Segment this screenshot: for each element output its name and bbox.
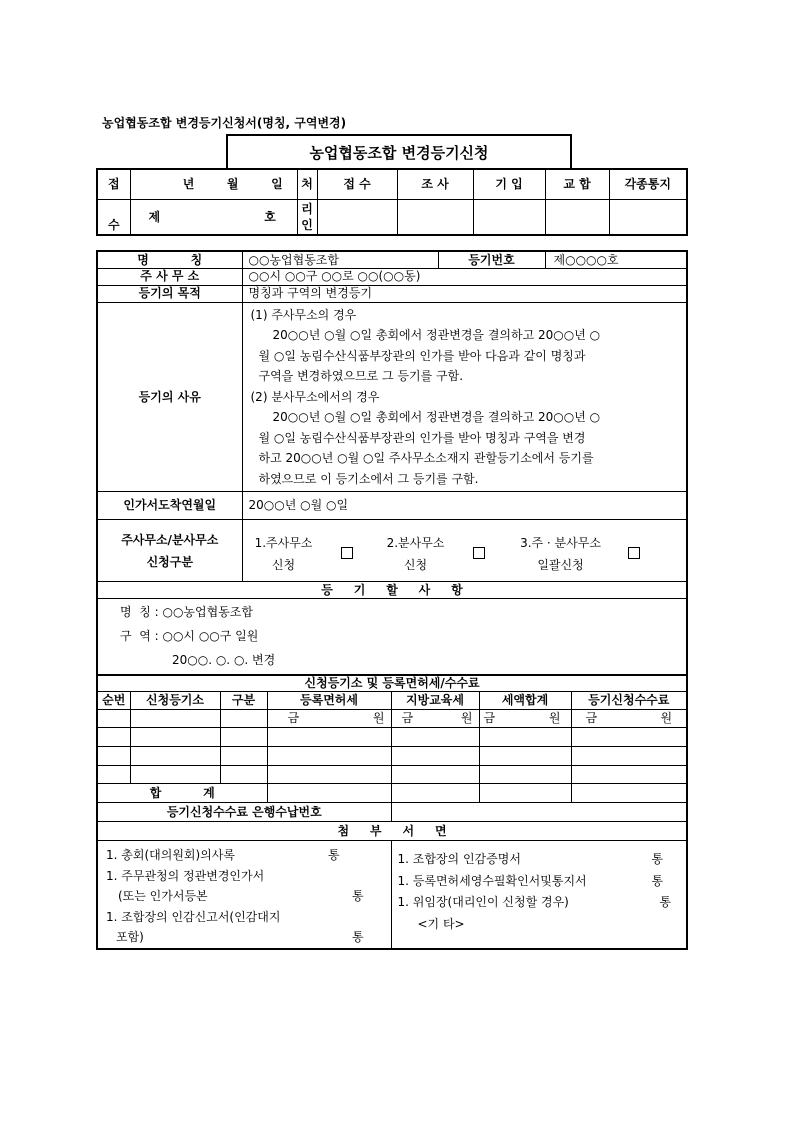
fees-cell[interactable] xyxy=(97,710,130,728)
fees-cell[interactable] xyxy=(571,766,687,784)
apply-option-1 xyxy=(249,532,319,576)
col-giip: 기 입 xyxy=(473,169,545,199)
attach-right-item: 1. 등록면허세영수필확인서및통지서 xyxy=(397,873,587,888)
attach-left-item: 포함) xyxy=(116,930,144,944)
fees-cell-tax-total[interactable] xyxy=(479,710,571,728)
attach-right-item: <기 타> xyxy=(417,916,465,931)
col-josa: 조 사 xyxy=(397,169,473,199)
fees-col-fee: 등기신청수수료 xyxy=(571,692,687,710)
date-day-label: 일 xyxy=(271,177,283,192)
items-body[interactable] xyxy=(97,599,687,675)
attach-left-item: 1. 조합장의 인감신고서(인감대지 xyxy=(106,909,281,924)
fees-cell[interactable] xyxy=(479,766,571,784)
reason-line: (1) 주사무소의 경우 xyxy=(250,307,357,322)
fees-cell[interactable] xyxy=(571,747,687,766)
attach-right-item: 1. 위임장(대리인이 신청할 경우) xyxy=(397,895,569,909)
receipt-label-ri: 리 xyxy=(301,201,313,216)
arrival-value[interactable]: 20○○년 ○월 ○일 xyxy=(242,492,687,520)
unit-geum: 금 xyxy=(585,711,598,726)
unit-geum: 금 xyxy=(287,711,300,726)
regno-label: 등기번호 xyxy=(438,251,545,268)
apply-option-2-checkbox[interactable] xyxy=(473,547,485,559)
apply-option-3-checkbox[interactable] xyxy=(628,547,640,559)
apply-option-1-checkbox[interactable] xyxy=(341,547,353,559)
cell-gyohap[interactable] xyxy=(545,199,609,235)
apply-option-2 xyxy=(381,532,451,576)
fees-cell[interactable] xyxy=(220,710,267,728)
apply-option-3-line2: 일괄신청 xyxy=(537,558,584,572)
attach-unit: 통 xyxy=(659,895,672,909)
receipt-label-in: 인 xyxy=(301,217,313,232)
unit-geum: 금 xyxy=(483,711,496,726)
reason-line: 하고 20○○년 ○월 ○일 주사무소소재지 관할등기소에서 등기를 xyxy=(258,451,594,465)
table-row xyxy=(97,710,687,728)
fees-cell[interactable] xyxy=(97,747,130,766)
receipt-table xyxy=(96,168,688,236)
fees-col-edu-tax: 지방교육세 xyxy=(391,692,479,710)
no-suffix: 호 xyxy=(264,209,276,224)
fees-cell[interactable] xyxy=(267,728,391,747)
cell-jeopsu[interactable] xyxy=(317,199,397,235)
fees-cell-license-tax[interactable] xyxy=(267,710,391,728)
attach-left-item: 1. 총회(대의원회)의사록 xyxy=(106,848,235,862)
attach-header: 첨 부 서 면 xyxy=(97,822,687,841)
bank-label: 등기신청수수료 은행수납번호 xyxy=(97,803,391,822)
fees-cell-edu-tax[interactable] xyxy=(391,710,479,728)
arrival-label: 인가서도착연월일 xyxy=(97,492,242,520)
fees-cell[interactable] xyxy=(130,710,220,728)
table-row xyxy=(97,728,687,747)
fees-cell[interactable] xyxy=(391,766,479,784)
unit-won: 원 xyxy=(548,711,561,726)
cell-notice[interactable] xyxy=(609,199,687,235)
receipt-label-riin xyxy=(297,199,317,235)
bank-value[interactable] xyxy=(391,803,687,822)
regno-value[interactable]: 제○○○○호 xyxy=(545,251,687,268)
unit-won: 원 xyxy=(660,711,673,726)
name-value[interactable]: ○○농업협동조합 xyxy=(242,251,438,268)
receipt-number xyxy=(130,199,297,235)
fees-total-edu-tax[interactable] xyxy=(391,784,479,803)
unit-geum: 금 xyxy=(401,711,414,726)
attach-left[interactable] xyxy=(97,841,391,949)
apply-label xyxy=(97,520,242,582)
fees-cell[interactable] xyxy=(571,728,687,747)
receipt-label-su: 수 xyxy=(97,199,130,235)
attach-unit: 통 xyxy=(328,848,340,862)
date-year-label: 년 xyxy=(182,177,195,192)
reason-line: 월 ○일 농림수산식품부장관의 인가를 받아 명칭과 구역을 변경 xyxy=(258,430,586,445)
fees-cell[interactable] xyxy=(220,766,267,784)
fees-cell[interactable] xyxy=(391,728,479,747)
reason-value[interactable] xyxy=(242,302,687,492)
unit-won: 원 xyxy=(460,711,473,726)
info-table xyxy=(96,250,688,676)
cell-josa[interactable] xyxy=(397,199,473,235)
fees-cell[interactable] xyxy=(130,766,220,784)
fees-cell[interactable] xyxy=(97,728,130,747)
items-header: 등 기 할 사 항 xyxy=(97,582,687,599)
name-label: 명 칭 xyxy=(97,251,242,268)
cell-giip[interactable] xyxy=(473,199,545,235)
receipt-label-cheo: 처 xyxy=(297,169,317,199)
reason-line: 20○○년 ○월 ○일 총회에서 정관변경을 결의하고 20○○년 ○ xyxy=(272,410,601,424)
reason-line: 하였으므로 이 등기소에서 그 등기를 구함. xyxy=(258,471,479,486)
fees-total-label: 합 계 xyxy=(97,784,267,803)
receipt-label-jeop: 접 xyxy=(97,169,130,199)
fees-cell[interactable] xyxy=(220,747,267,766)
reason-line: 구역을 변경하였으므로 그 등기를 구함. xyxy=(258,369,464,383)
apply-option-2-line1: 2.분사무소 xyxy=(386,536,445,550)
col-notice: 각종통지 xyxy=(609,169,687,199)
reason-line: 20○○년 ○월 ○일 총회에서 정관변경을 결의하고 20○○년 ○ xyxy=(272,328,601,342)
fees-header: 신청등기소 및 등록면허세/수수료 xyxy=(97,675,687,692)
apply-options xyxy=(242,520,687,582)
purpose-value[interactable]: 명칭과 구역의 변경등기 xyxy=(242,285,687,302)
col-gyohap: 교 합 xyxy=(545,169,609,199)
purpose-label: 등기의 목적 xyxy=(97,285,242,302)
items-date-line: 20○○. ○. ○. 변경 xyxy=(172,653,276,668)
table-row xyxy=(97,747,687,766)
office-label: 주 사 무 소 xyxy=(97,268,242,285)
apply-option-3-line1: 3.주 · 분사무소 xyxy=(520,536,601,550)
office-value[interactable]: ○○시 ○○구 ○○로 ○○(○○동) xyxy=(242,268,687,285)
fees-cell[interactable] xyxy=(479,747,571,766)
fees-cell[interactable] xyxy=(130,747,220,766)
receipt-date xyxy=(130,169,297,199)
col-jeopsu: 접 수 xyxy=(317,169,397,199)
apply-option-1-line1: 1.주사무소 xyxy=(254,536,313,550)
fees-cell[interactable] xyxy=(220,728,267,747)
apply-option-1-line2: 신청 xyxy=(271,558,296,572)
form-title: 농업협동조합 변경등기신청 xyxy=(226,134,572,168)
fees-cell[interactable] xyxy=(267,766,391,784)
reason-label: 등기의 사유 xyxy=(97,302,242,492)
fees-total-fee[interactable] xyxy=(571,784,687,803)
fees-cell-fee[interactable] xyxy=(571,710,687,728)
fees-col-license-tax: 등록면허세 xyxy=(267,692,391,710)
attach-unit: 통 xyxy=(352,930,364,944)
date-month-label: 월 xyxy=(226,177,239,192)
fees-col-office: 신청등기소 xyxy=(130,692,220,710)
fees-cell[interactable] xyxy=(479,728,571,747)
fees-cell[interactable] xyxy=(391,747,479,766)
attach-right-item: 1. 조합장의 인감증명서 xyxy=(397,852,521,866)
apply-label-line1: 주사무소/분사무소 xyxy=(121,532,219,547)
no-prefix: 제 xyxy=(148,209,161,224)
fees-total-license-tax[interactable] xyxy=(267,784,391,803)
attach-right[interactable] xyxy=(391,841,687,949)
apply-option-3 xyxy=(511,532,611,576)
fees-col-tax-total: 세액합계 xyxy=(479,692,571,710)
apply-label-line2: 신청구분 xyxy=(146,554,193,569)
table-row xyxy=(97,766,687,784)
fees-cell[interactable] xyxy=(130,728,220,747)
fees-table xyxy=(96,674,688,950)
attach-left-item: (또는 인가서등본 xyxy=(118,889,208,903)
items-name-line: 명 칭 : ○○농업협동조합 xyxy=(120,605,253,620)
attach-unit: 통 xyxy=(352,889,364,903)
reason-line: (2) 분사무소에서의 경우 xyxy=(250,389,380,404)
fees-total-tax[interactable] xyxy=(479,784,571,803)
apply-option-2-line2: 신청 xyxy=(403,558,428,572)
unit-won: 원 xyxy=(372,711,385,726)
reason-line: 월 ○일 농림수산식품부장관의 인가를 받아 다음과 같이 명칭과 xyxy=(258,348,586,363)
items-area-line: 구 역 : ○○시 ○○구 일원 xyxy=(120,629,259,644)
fees-cell[interactable] xyxy=(267,747,391,766)
fees-col-type: 구분 xyxy=(220,692,267,710)
document-caption: 농업협동조합 변경등기신청서(명칭, 구역변경) xyxy=(102,116,347,130)
attach-unit: 통 xyxy=(651,852,664,866)
fees-col-seq: 순번 xyxy=(97,692,130,710)
attach-unit: 통 xyxy=(651,873,664,888)
fees-cell[interactable] xyxy=(97,766,130,784)
attach-left-item: 1. 주무관청의 정관변경인가서 xyxy=(106,868,265,883)
